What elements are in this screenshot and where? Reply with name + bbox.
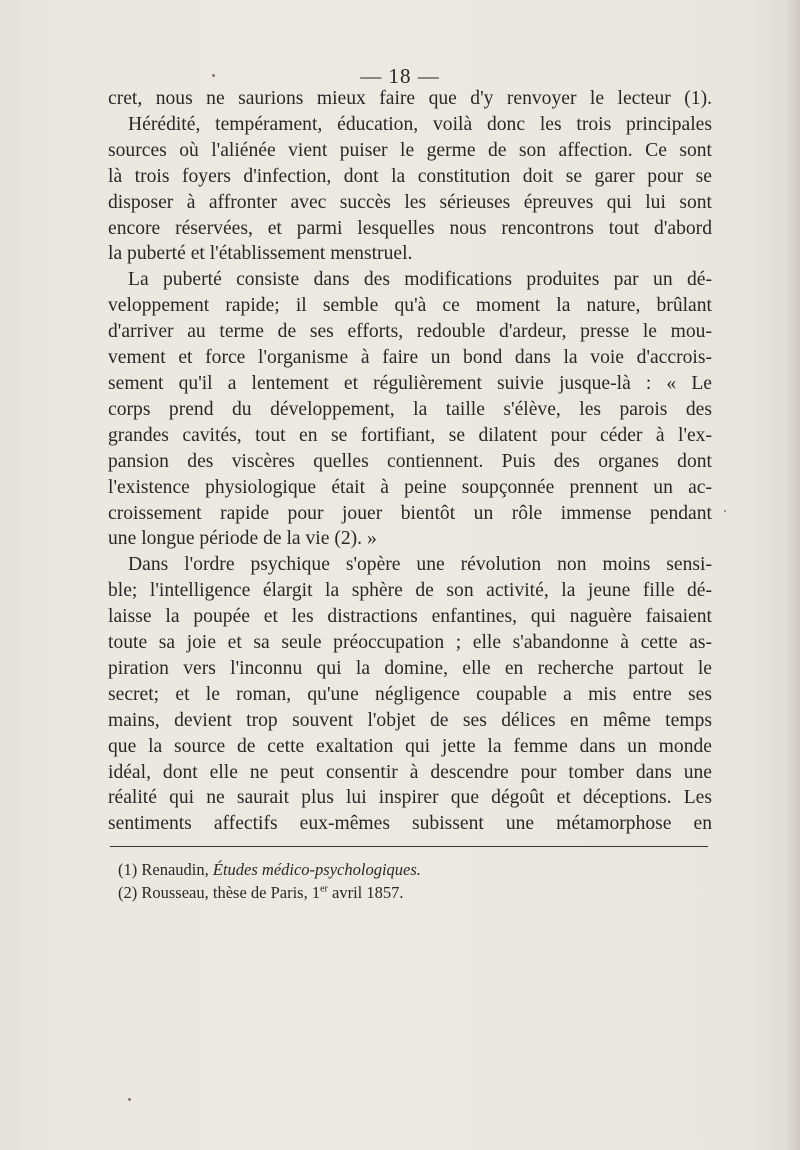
footnote-superscript: er: [320, 883, 328, 895]
text-line: toute sa joie et sa seule préoccupation ; elle s'abandonne à cette as-: [108, 632, 712, 654]
footnote-author: Renaudin,: [141, 860, 209, 879]
text-line: encore réservées, et parmi lesquelles nous rencontrons tout d'abord: [108, 217, 712, 239]
text-line: pansion des viscères quelles contiennent. Puis des organes dont: [108, 450, 712, 472]
text-line: laisse la poupée et les distractions enfantines, qui naguère faisaient: [108, 606, 712, 628]
footnotes: [118, 858, 708, 904]
paper-speck: [212, 74, 215, 77]
text-line: La puberté consiste dans des modifications produites par un dé-: [128, 269, 712, 291]
text-line: piration vers l'inconnu qui la domine, elle en recherche partout le: [108, 657, 712, 679]
text-line: disposer à affronter avec succès les sérieuses épreuves qui lui sont: [108, 191, 712, 213]
paragraph-1: [108, 86, 712, 267]
body-text: [108, 86, 712, 837]
text-line: sources où l'aliénée vient puiser le germe de son affection. Ce sont: [108, 139, 712, 161]
text-line: sentiments affectifs eux-mêmes subissent une métamorphose en: [108, 813, 712, 835]
text-line: veloppement rapide; il semble qu'à ce moment la nature, brûlant: [108, 295, 712, 317]
text-line: là trois foyers d'infection, dont la constitution doit se garer pour se: [108, 165, 712, 187]
footnote-author: Rousseau,: [141, 883, 209, 902]
text-line: corps prend du développement, la taille s'élève, les parois des: [108, 398, 712, 420]
footnote-marker: (2): [118, 883, 138, 902]
text-line: croissement rapide pour jouer bientôt un rôle immense pendant: [108, 502, 712, 524]
footnote-title: Études médico-psychologiques.: [212, 860, 421, 879]
text-line: la puberté et l'établissement menstruel.: [108, 243, 413, 265]
text-line: idéal, dont elle ne peut consentir à descendre pour tomber dans une: [108, 761, 712, 783]
text-line: sement qu'il a lentement et régulièrement suivie jusque-là : « Le: [108, 372, 712, 394]
footnote-text: avril 1857.: [327, 883, 404, 902]
text-line: Dans l'ordre psychique s'opère une révolution non moins sensi-: [128, 554, 712, 576]
text-line: vement et force l'organisme à faire un bond dans la voie d'accrois-: [108, 347, 712, 369]
footnote-marker: (1): [118, 860, 138, 879]
footnote-divider: [110, 846, 708, 847]
text-line: d'arriver au terme de ses efforts, redouble d'ardeur, presse le mou-: [108, 321, 712, 343]
paper-speck: [128, 1098, 131, 1101]
text-line: ble; l'intelligence élargit la sphère de son activité, la jeune fille dé-: [108, 580, 712, 602]
paper-speck: [724, 510, 726, 512]
text-line: mains, devient trop souvent l'objet de ses délices en même temps: [108, 709, 712, 731]
footnote-text: thèse de Paris, 1: [212, 883, 321, 902]
text-line: cret, nous ne saurions mieux faire que d'y renvoyer le lecteur (1).: [108, 88, 712, 109]
paragraph-3: [108, 552, 712, 837]
text-line: grandes cavités, tout en se fortifiant, se dilatent pour céder à l'ex-: [108, 424, 712, 446]
text-line: que la source de cette exaltation qui jette la femme dans un monde: [108, 735, 712, 757]
text-line: secret; et le roman, qu'une négligence coupable a mis entre ses: [108, 683, 712, 705]
page-number: — 18 —: [360, 64, 440, 88]
text-line: Hérédité, tempérament, éducation, voilà donc les trois principales: [128, 113, 712, 135]
footnote-2: [118, 881, 708, 904]
page-edge-shadow: [786, 0, 800, 1150]
footnote-1: [118, 858, 708, 881]
text-line: l'existence physiologique était à peine soupçonnée prennent un ac-: [108, 476, 712, 498]
text-line: réalité qui ne saurait plus lui inspirer que dégoût et déceptions. Les: [108, 787, 712, 809]
paragraph-2: [108, 267, 712, 552]
text-line: une longue période de la vie (2). »: [108, 528, 377, 550]
